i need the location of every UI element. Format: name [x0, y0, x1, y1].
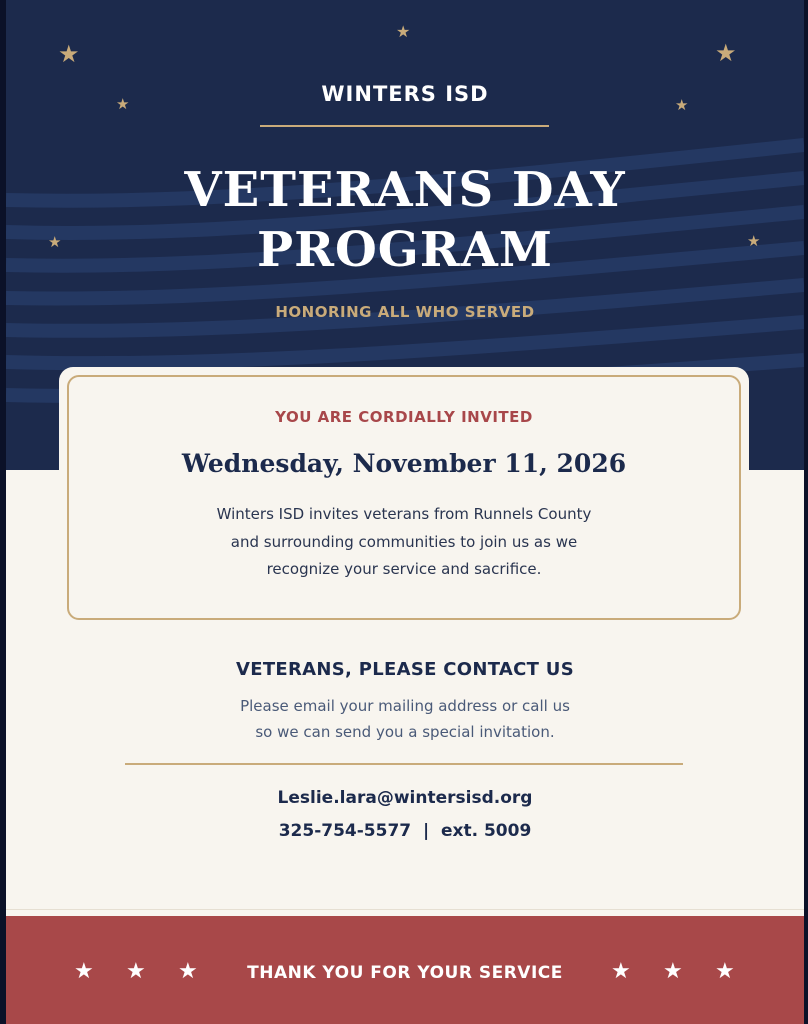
star-icon: ★: [116, 95, 130, 113]
star-icon: ★: [747, 232, 761, 250]
contact-phone[interactable]: 325-754-5577 | ext. 5009: [278, 821, 532, 841]
star-icon: ★: [74, 959, 94, 984]
star-icon: ★: [611, 959, 631, 984]
contact-heading: VETERANS, PLEASE CONTACT US: [236, 659, 574, 680]
footer-banner: [6, 916, 804, 1024]
invitation-label: YOU ARE CORDIALLY INVITED: [275, 408, 533, 426]
star-icon: ★: [48, 233, 62, 251]
subtitle: HONORING ALL WHO SERVED: [275, 303, 535, 321]
star-icon: ★: [396, 22, 411, 41]
star-icon: ★: [663, 959, 683, 984]
contact-instructions-line: Please email your mailing address or call us: [240, 697, 570, 715]
flyer-page: [6, 0, 804, 1024]
star-icon: ★: [126, 959, 146, 984]
org-name: WINTERS ISD: [321, 82, 489, 106]
contact-instructions-line: so we can send you a special invitation.: [255, 723, 555, 741]
invitation-body-line: and surrounding communities to join us as we: [230, 532, 578, 551]
event-date: Wednesday, November 11, 2026: [181, 449, 627, 478]
star-icon: ★: [715, 39, 737, 67]
title-line-1: VETERANS DAY: [184, 162, 626, 218]
divider: [125, 763, 683, 765]
star-icon: ★: [58, 40, 80, 68]
invitation-body-line: Winters ISD invites veterans from Runnels County: [216, 505, 592, 523]
invitation-body-line: recognize your service and sacrifice.: [266, 560, 542, 578]
invitation-card: [67, 375, 741, 620]
invitation-body: [179, 501, 629, 584]
divider: [260, 125, 549, 127]
title-line-2: PROGRAM: [256, 222, 554, 278]
footer-message: THANK YOU FOR YOUR SERVICE: [247, 963, 563, 983]
contact-instructions: [205, 693, 605, 745]
page-title: [6, 160, 804, 280]
star-icon: ★: [178, 959, 198, 984]
star-icon: ★: [715, 959, 735, 984]
divider: [6, 909, 804, 910]
contact-email-link[interactable]: Leslie.lara@wintersisd.org: [277, 788, 533, 808]
star-icon: ★: [675, 96, 689, 114]
